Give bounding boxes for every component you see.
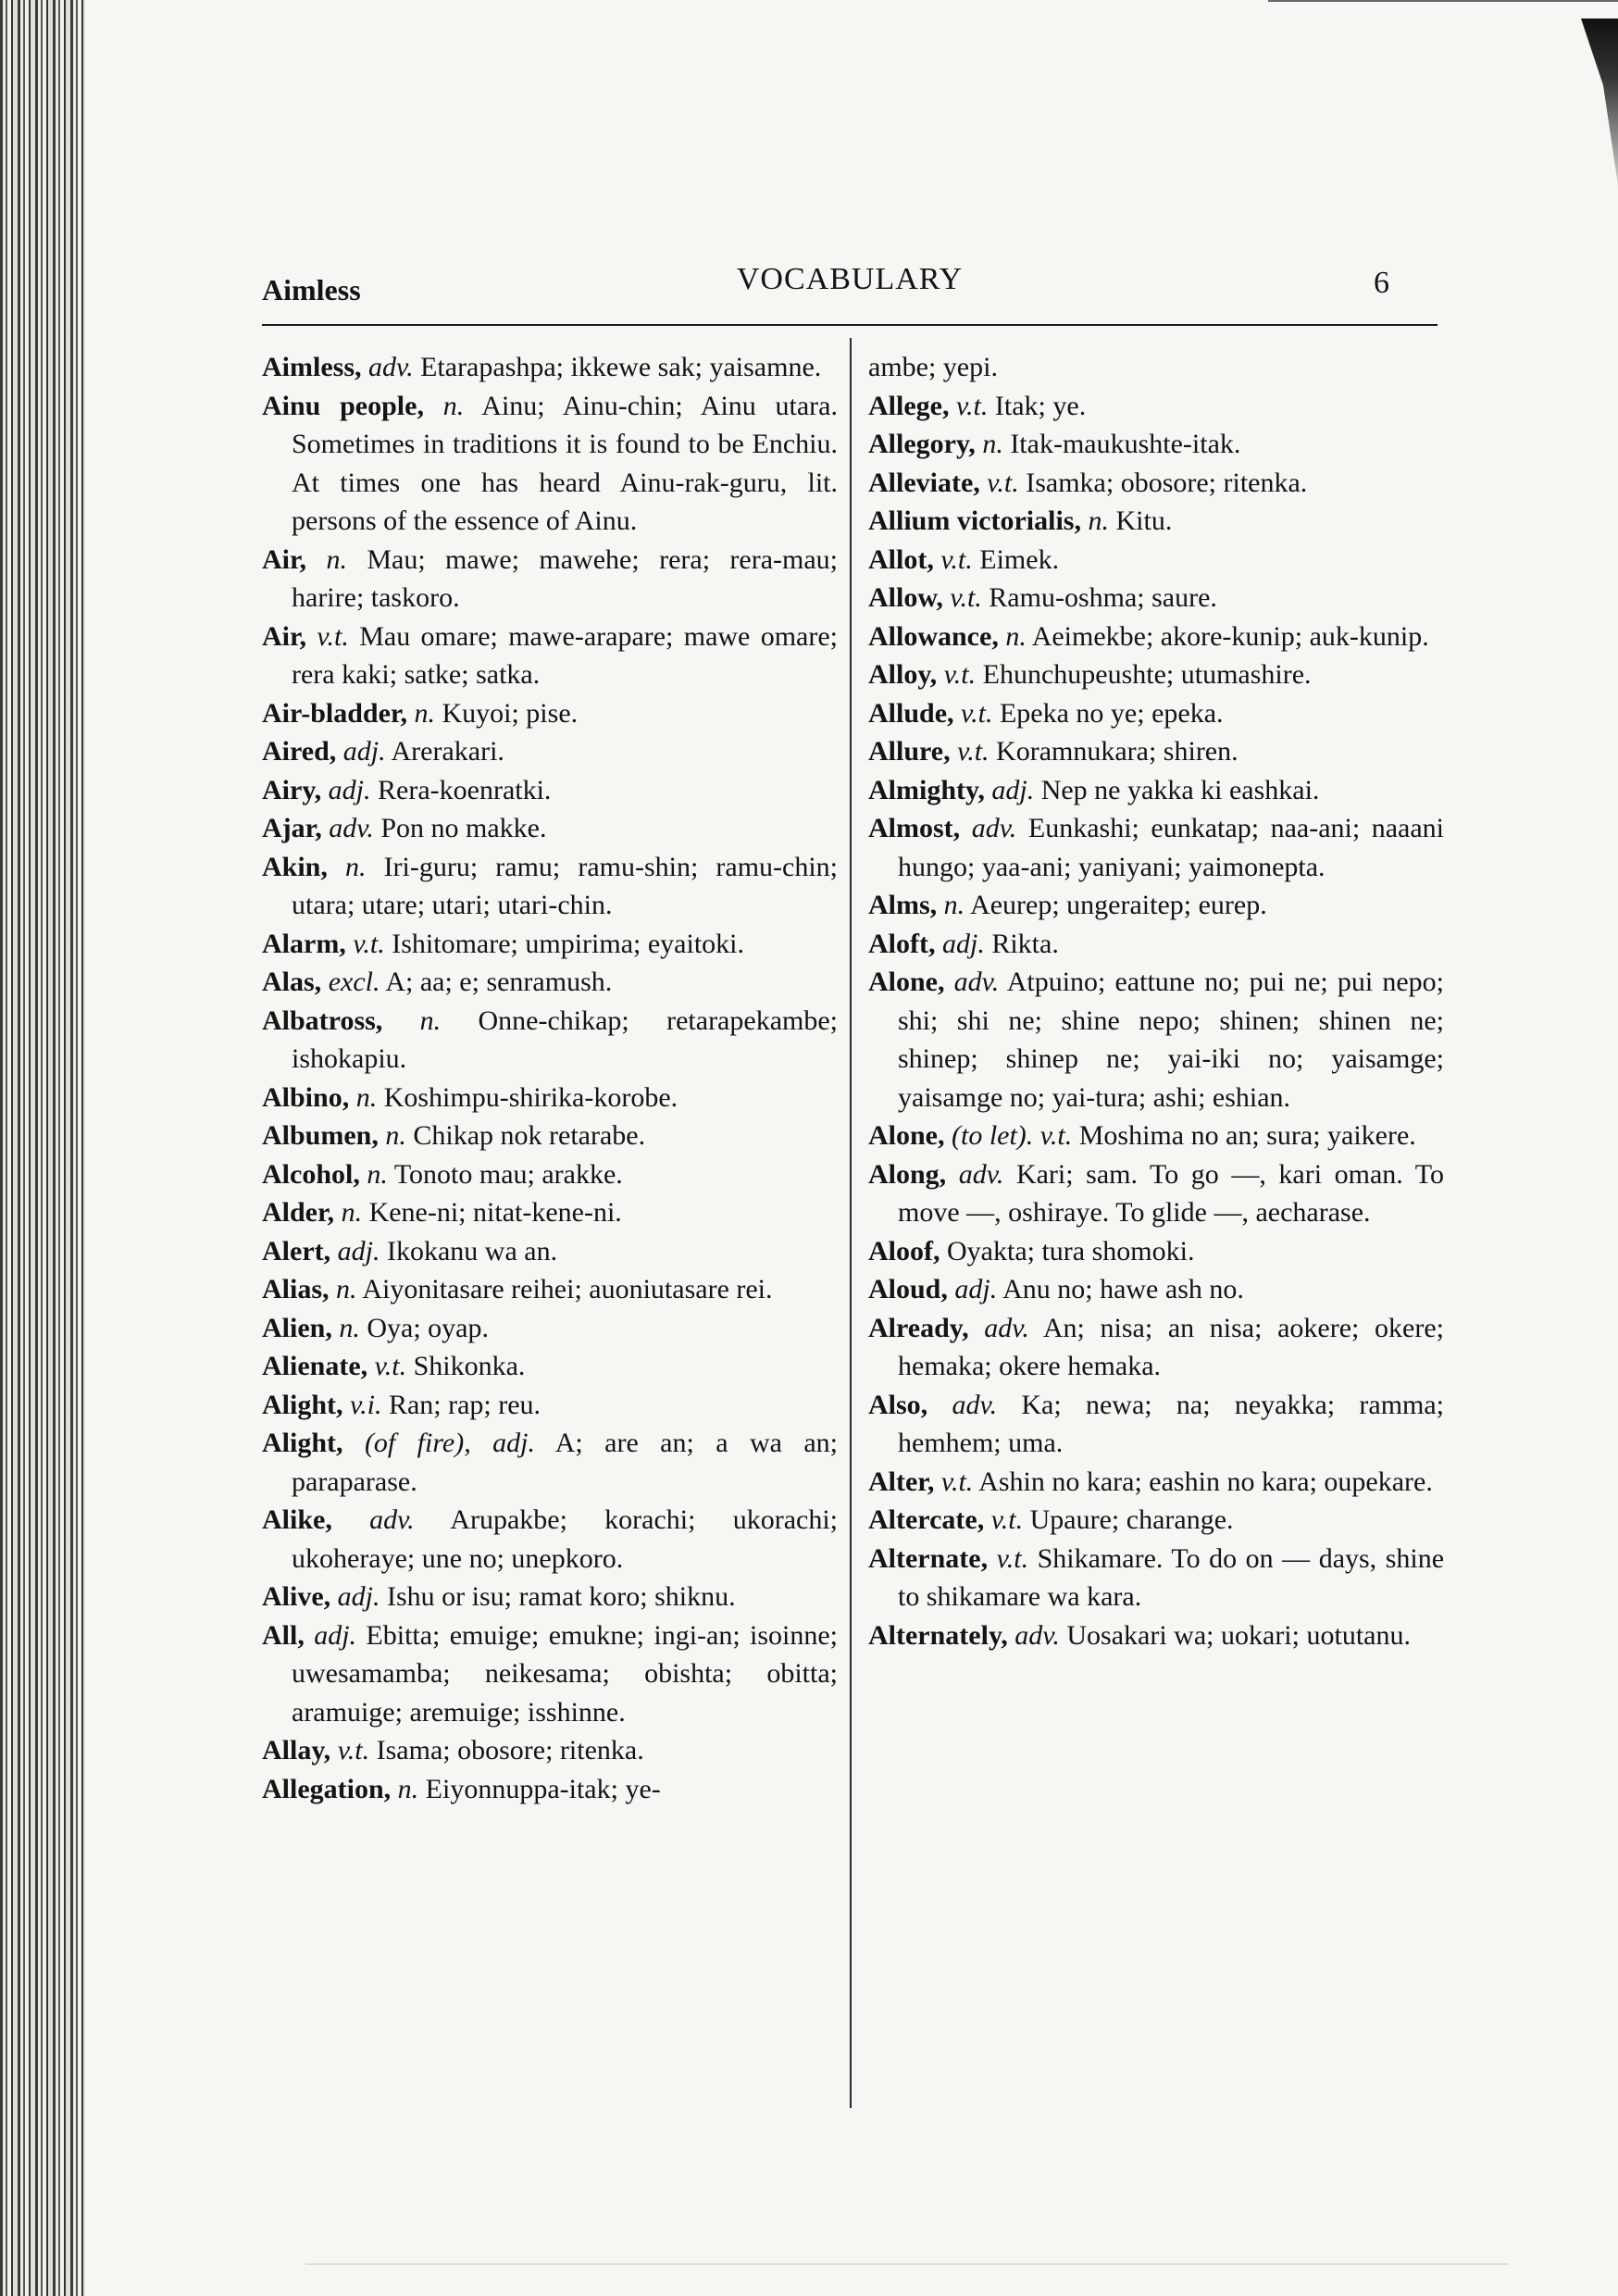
entry-part-of-speech: n.: [385, 1120, 406, 1151]
entry-definition: Rera-koenratki.: [378, 774, 552, 805]
entry-part-of-speech: v.t.: [943, 659, 977, 690]
entry-definition: Koshimpu-shirika-korobe.: [383, 1081, 678, 1113]
entry-definition: Aeurep; ungeraitep; eurep.: [970, 890, 1267, 920]
dictionary-entry: [262, 1193, 838, 1232]
entry-headword: Alas,: [262, 967, 322, 997]
dictionary-entry: [262, 848, 838, 925]
entry-part-of-speech: n.: [336, 1274, 357, 1304]
entry-headword: Air,: [262, 543, 307, 575]
dictionary-entry: [262, 1578, 838, 1616]
entry-headword: Allege,: [868, 390, 950, 421]
entry-part-of-speech: n.: [355, 1081, 378, 1113]
entry-definition: Ran; rap; reu.: [388, 1389, 541, 1420]
dictionary-entry: [262, 1117, 838, 1155]
entry-headword: Alleviate,: [868, 467, 980, 498]
entry-part-of-speech: v.t.: [337, 1735, 370, 1766]
entry-part-of-speech: adv.: [368, 352, 414, 382]
entry-headword: Albino,: [262, 1081, 350, 1113]
entry-part-of-speech: n.: [367, 1158, 388, 1190]
dictionary-entry: [262, 809, 838, 848]
dictionary-entry: [262, 1731, 838, 1770]
entry-headword: Alms,: [868, 890, 938, 920]
entry-headword: Allude,: [868, 697, 954, 729]
entry-part-of-speech: (to let). v.t.: [952, 1120, 1073, 1151]
entry-definition: Eunkashi; eunkatap; naa-ani; naaani hungo; yaa-ani; yaniyani; yaimonepta.: [898, 813, 1445, 882]
dictionary-entry: [868, 348, 1444, 387]
entry-headword: Air,: [262, 620, 307, 652]
entry-definition: Itak; ye.: [994, 390, 1087, 421]
dictionary-entry: [868, 886, 1444, 925]
entry-headword: Albatross,: [262, 1004, 383, 1036]
dictionary-entry: [868, 1540, 1444, 1616]
dictionary-entry: [868, 1386, 1444, 1463]
entry-part-of-speech: adj.: [342, 736, 386, 767]
dictionary-entry: [868, 502, 1444, 541]
entry-headword: Along,: [868, 1158, 947, 1190]
dictionary-entry: [868, 464, 1444, 503]
entry-definition: Aiyonitasare reihei; auoniutasare rei.: [362, 1274, 773, 1304]
entry-headword: All,: [262, 1619, 305, 1651]
entry-definition: Ishu or isu; ramat koro; shiknu.: [387, 1581, 736, 1612]
entry-part-of-speech: n.: [419, 1004, 442, 1036]
entry-part-of-speech: v.t.: [955, 390, 989, 421]
entry-headword: Alight,: [262, 1389, 343, 1420]
entry-part-of-speech: adv.: [1014, 1619, 1060, 1651]
corner-scan-mark: [1581, 19, 1618, 185]
entry-headword: Aloft,: [868, 928, 936, 959]
entry-definition: Iri-guru; ramu; ramu-shin; ramu-chin; utara; utare; utari; utari-chin.: [292, 851, 839, 920]
entry-headword: Alone,: [868, 1120, 945, 1151]
dictionary-entry: [868, 1117, 1444, 1155]
dictionary-entry: [262, 1079, 838, 1117]
entry-definition: A; are an; a wa an; paraparase.: [292, 1428, 839, 1497]
entry-part-of-speech: v.i.: [350, 1389, 382, 1420]
entry-part-of-speech: v.t.: [987, 467, 1019, 498]
entry-part-of-speech: adv.: [984, 1312, 1029, 1343]
entry-headword: Alone,: [868, 967, 945, 997]
entry-headword: Allure,: [868, 736, 951, 767]
entry-definition: An; nisa; an nisa; aokere; okere; hemaka; okere hemaka.: [898, 1312, 1444, 1381]
entry-part-of-speech: adj.: [337, 1581, 380, 1612]
entry-definition: Ka; newa; na; neyakka; ramma; hemhem; uma.: [898, 1389, 1445, 1458]
dictionary-entry: [262, 1386, 838, 1425]
entry-definition: Moshima no an; sura; yaikere.: [1078, 1120, 1416, 1151]
dictionary-entry: [262, 771, 838, 810]
entry-part-of-speech: adv.: [953, 967, 1000, 997]
dictionary-entry: [262, 1770, 838, 1809]
entry-headword: Alien,: [262, 1312, 332, 1343]
entry-headword: Alias,: [262, 1274, 330, 1304]
entry-part-of-speech: v.t.: [374, 1351, 407, 1381]
entry-definition: Ashin no kara; eashin no kara; oupekare.: [978, 1466, 1433, 1497]
dictionary-entry: [262, 1347, 838, 1386]
entry-part-of-speech: adj.: [337, 1235, 380, 1267]
bottom-edge-line: [305, 2264, 1509, 2265]
entry-definition: Arerakari.: [391, 736, 504, 767]
entry-definition: Uosakari wa; uokari; uotutanu.: [1066, 1619, 1411, 1651]
dictionary-entry: [868, 425, 1444, 464]
left-column: [262, 348, 838, 1808]
entry-part-of-speech: adv.: [958, 1158, 1004, 1190]
entry-part-of-speech: v.t.: [950, 582, 982, 613]
entry-definition: Mau omare; mawe-arapare; mawe omare; rera kaki; satke; satka.: [292, 620, 839, 690]
entry-headword: Airy,: [262, 774, 322, 805]
dictionary-entry: [262, 925, 838, 964]
entry-headword: Alarm,: [262, 928, 346, 959]
dictionary-entry: [868, 541, 1444, 580]
entry-headword: Also,: [868, 1389, 928, 1420]
dictionary-entry: [868, 1155, 1444, 1232]
entry-definition: Nep ne yakka ki eashkai.: [1040, 774, 1320, 805]
right-column: [868, 348, 1444, 1654]
dictionary-entry: [868, 579, 1444, 618]
dictionary-entry: [262, 1270, 838, 1309]
entry-part-of-speech: v.t.: [940, 543, 973, 575]
dictionary-entry: [868, 1616, 1444, 1655]
entry-part-of-speech: v.t.: [996, 1542, 1029, 1574]
dictionary-entry: [262, 1232, 838, 1271]
page-header: [262, 262, 1438, 318]
entry-headword: Alike,: [262, 1504, 332, 1535]
entry-definition: Kuyoi; pise.: [442, 697, 579, 729]
dictionary-entry: [868, 732, 1444, 771]
entry-headword: Alternate,: [868, 1542, 989, 1574]
entry-definition: Kitu.: [1115, 505, 1173, 536]
entry-headword: Ainu people,: [262, 390, 424, 421]
entry-part-of-speech: n.: [397, 1773, 419, 1804]
entry-headword: Allow,: [868, 582, 943, 613]
entry-definition: Anu no; hawe ash no.: [1002, 1274, 1244, 1304]
entry-part-of-speech: n.: [341, 1197, 363, 1228]
entry-definition: Rikta.: [991, 928, 1059, 959]
entry-part-of-speech: adv.: [971, 813, 1017, 843]
entry-part-of-speech: adj.: [328, 774, 371, 805]
dictionary-entry: [262, 1155, 838, 1194]
dictionary-entry: [868, 618, 1444, 656]
entry-part-of-speech: adv.: [952, 1389, 998, 1420]
entry-part-of-speech: v.t.: [317, 620, 349, 652]
entry-headword: Almighty,: [868, 774, 985, 805]
entry-part-of-speech: v.t.: [957, 736, 989, 767]
entry-headword: Alloy,: [868, 659, 938, 690]
entry-definition: Ishitomare; umpirima; eyaitoki.: [392, 928, 744, 959]
entry-definition: Oyakta; tura shomoki.: [947, 1235, 1195, 1267]
entry-headword: Alternately,: [868, 1619, 1008, 1651]
entry-definition: Itak-maukushte-itak.: [1010, 429, 1241, 459]
dictionary-entry: [868, 771, 1444, 810]
entry-part-of-speech: adv.: [329, 813, 374, 843]
entry-headword: Altercate,: [868, 1504, 985, 1535]
entry-definition: Ainu; Ainu-chin; Ainu utara. Sometimes in traditions it is found to be Enchiu. At times one has heard Ainu-rak-guru, lit. persons of the essence of Ainu.: [292, 390, 838, 536]
entry-headword: Allay,: [262, 1735, 331, 1766]
entry-part-of-speech: n.: [1005, 620, 1027, 652]
entry-part-of-speech: adj.: [941, 928, 985, 959]
entry-definition: Ehunchupeushte; utumashire.: [982, 659, 1312, 690]
running-head: Aimless: [262, 273, 361, 306]
dictionary-entry: [262, 732, 838, 771]
entry-definition: Eiyonnuppa-itak; ye-: [425, 1773, 661, 1804]
entry-definition: Epeka no ye; epeka.: [999, 697, 1224, 729]
dictionary-entry: [868, 1309, 1444, 1386]
dictionary-entry: [262, 348, 838, 387]
entry-part-of-speech: adj.: [314, 1619, 357, 1651]
entry-headword: Already,: [868, 1312, 969, 1343]
dictionary-entry: [868, 809, 1444, 886]
entry-headword: Almost,: [868, 813, 961, 843]
entry-part-of-speech: n.: [339, 1312, 360, 1343]
entry-headword: Allium victorialis,: [868, 505, 1081, 536]
entry-headword: Akin,: [262, 851, 328, 882]
dictionary-entry: [868, 655, 1444, 694]
dictionary-entry: [262, 1309, 838, 1348]
entry-definition: Shikonka.: [413, 1351, 526, 1381]
entry-definition: Upaure; charange.: [1029, 1504, 1234, 1535]
dictionary-entry: [262, 541, 838, 618]
entry-part-of-speech: n.: [344, 851, 367, 882]
entry-headword: Allowance,: [868, 620, 999, 652]
entry-part-of-speech: excl.: [328, 967, 380, 997]
entry-headword: Alcohol,: [262, 1158, 360, 1190]
entry-part-of-speech: v.t.: [940, 1466, 974, 1497]
entry-definition: Aeimekbe; akore-kunip; auk-kunip.: [1031, 620, 1429, 652]
entry-part-of-speech: v.t.: [990, 1504, 1024, 1535]
dictionary-entry: [868, 1232, 1444, 1271]
entry-headword: Alive,: [262, 1581, 331, 1612]
dictionary-entry: [262, 1501, 838, 1578]
dictionary-entry: [868, 694, 1444, 733]
entry-definition: Atpuino; eattune no; pui ne; pui nepo; shi; shi ne; shine nepo; shinen; shinen ne; shinep; shinep ne; yai-iki no; yaisamge; yaisamge no; yai-tura; ashi; eshian.: [898, 967, 1444, 1113]
entry-headword: Ajar,: [262, 813, 322, 843]
entry-headword: Alert,: [262, 1235, 331, 1267]
entry-definition: Kari; sam. To go —, kari oman. To move —, oshiraye. To glide —, aecharase.: [898, 1158, 1445, 1228]
section-title: VOCABULARY: [736, 262, 964, 296]
book-spine-edge: [0, 0, 85, 2296]
entry-definition: Isamka; obosore; ritenka.: [1026, 467, 1308, 498]
header-rule: [262, 324, 1438, 326]
entry-part-of-speech: v.t.: [961, 697, 993, 729]
dictionary-entry: [262, 387, 838, 541]
entry-definition: Koramnukara; shiren.: [996, 736, 1238, 767]
entry-headword: Aloof,: [868, 1235, 940, 1267]
entry-definition: Ikokanu wa an.: [386, 1235, 558, 1267]
top-edge-line: [1268, 0, 1618, 2]
entry-definition: Onne-chikap; retarapekambe; ishokapiu.: [292, 1004, 838, 1074]
dictionary-entry: [868, 1501, 1444, 1540]
entry-headword: Alter,: [868, 1466, 935, 1497]
entry-part-of-speech: (of fire), adj.: [364, 1428, 535, 1458]
page-number: 6: [1374, 266, 1389, 300]
dictionary-entry: [262, 963, 838, 1002]
column-divider: [850, 338, 852, 2108]
entry-definition: Arupakbe; korachi; ukorachi; ukoheraye; une no; unepkoro.: [292, 1504, 838, 1574]
entry-definition: ambe; yepi.: [868, 352, 998, 382]
entry-definition: Pon no makke.: [380, 813, 547, 843]
dictionary-entry: [262, 1424, 838, 1501]
entry-headword: Aimless,: [262, 352, 362, 382]
dictionary-entry: [868, 925, 1444, 964]
dictionary-entry: [868, 1270, 1444, 1309]
entry-part-of-speech: adv.: [369, 1504, 415, 1535]
entry-definition: Ramu-oshma; saure.: [989, 582, 1217, 613]
entry-definition: Isama; obosore; ritenka.: [376, 1735, 644, 1766]
dictionary-entry: [262, 1002, 838, 1079]
entry-part-of-speech: v.t.: [353, 928, 385, 959]
dictionary-entry: [868, 1463, 1444, 1502]
entry-headword: Air-bladder,: [262, 697, 407, 729]
entry-definition: Oya; oyap.: [367, 1312, 489, 1343]
entry-definition: Etarapashpa; ikkewe sak; yaisamne.: [420, 352, 822, 382]
entry-part-of-speech: adj.: [954, 1274, 998, 1304]
entry-definition: Kene-ni; nitat-kene-ni.: [368, 1197, 622, 1228]
entry-headword: Aired,: [262, 736, 337, 767]
entry-definition: Eimek.: [979, 543, 1060, 575]
entry-headword: Allegation,: [262, 1773, 392, 1804]
dictionary-entry: [868, 387, 1444, 426]
entry-part-of-speech: n.: [326, 543, 347, 575]
entry-part-of-speech: n.: [1088, 505, 1109, 536]
entry-part-of-speech: adj.: [991, 774, 1035, 805]
dictionary-entry: [262, 618, 838, 694]
entry-definition: Chikap nok retarabe.: [413, 1120, 646, 1151]
entry-headword: Alder,: [262, 1197, 335, 1228]
dictionary-entry: [262, 1616, 838, 1732]
entry-definition: Mau; mawe; mawehe; rera; rera-mau; harire; taskoro.: [292, 543, 839, 613]
entry-headword: Alight,: [262, 1428, 343, 1458]
dictionary-entry: [262, 694, 838, 733]
entry-part-of-speech: n.: [982, 429, 1003, 459]
entry-part-of-speech: n.: [442, 390, 465, 421]
entry-definition: Ebitta; emuige; emukne; ingi-an; isoinne; uwesamamba; neikesama; obishta; obitta; aramuige; aremuige; isshinne.: [292, 1619, 839, 1728]
entry-part-of-speech: n.: [943, 890, 965, 920]
dictionary-entry: [868, 963, 1444, 1117]
entry-definition: A; aa; e; senramush.: [385, 967, 613, 997]
entry-headword: Allegory,: [868, 429, 976, 459]
entry-definition: Shikamare. To do on — days, shine to shikamare wa kara.: [898, 1542, 1445, 1612]
entry-definition: Tonoto mau; arakke.: [393, 1158, 623, 1190]
entry-part-of-speech: n.: [414, 697, 435, 729]
entry-headword: Allot,: [868, 543, 934, 575]
entry-headword: Alienate,: [262, 1351, 368, 1381]
entry-headword: Albumen,: [262, 1120, 379, 1151]
entry-headword: Aloud,: [868, 1274, 948, 1304]
